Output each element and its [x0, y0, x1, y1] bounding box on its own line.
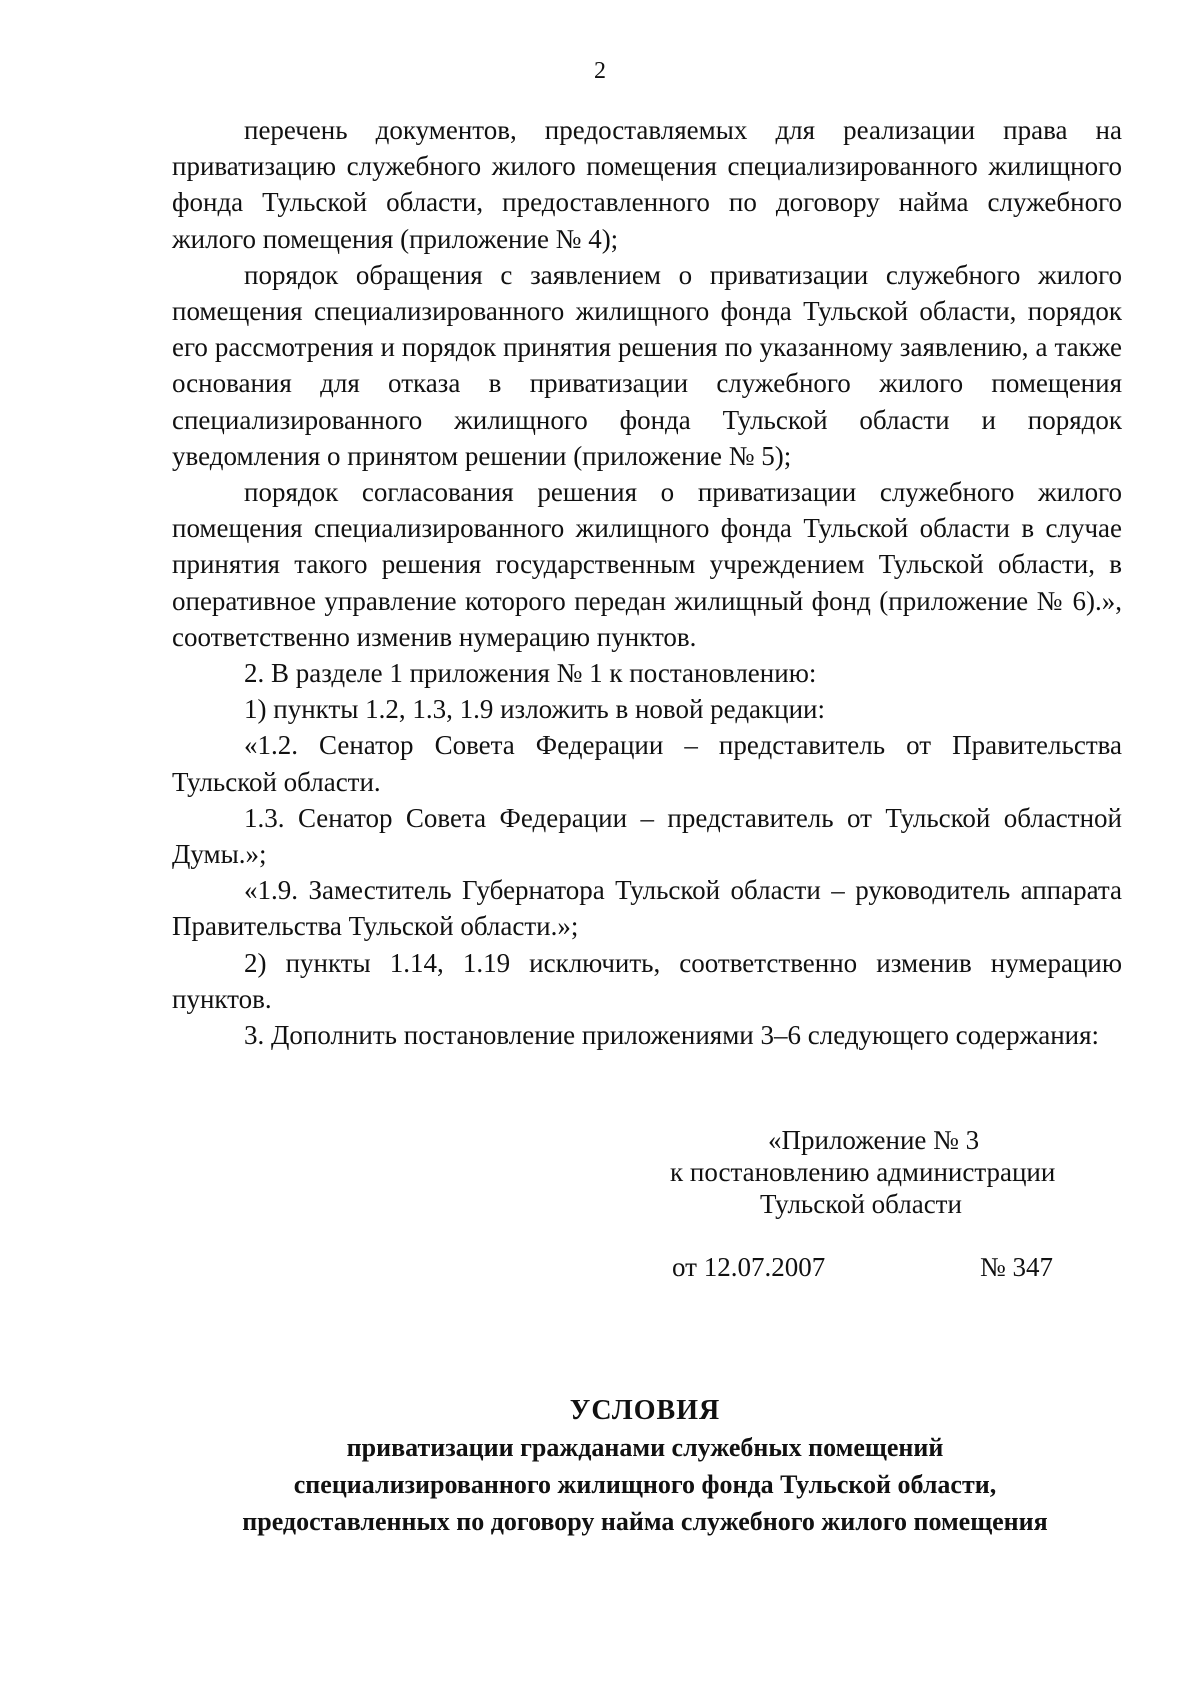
heading-line: специализированного жилищного фонда Тульской области, — [293, 1470, 997, 1499]
appendix-title: «Приложение № 3 — [768, 1125, 980, 1155]
paragraph: 1) пункты 1.2, 1.3, 1.9 изложить в новой редакции: — [244, 694, 826, 725]
paragraph: порядок согласования решения о приватизации служебного жилого помещения специализированного жилищного фонда Тульской области в случае принятия такого решения государственным учреждением Тульской области, в оперативное управление которого передан жилищный фонд (приложение № 6).», соответственно изменив нумерацию пунктов. — [172, 477, 1122, 652]
appendix-date-line — [672, 1252, 1072, 1283]
paragraph: перечень документов, предоставляемых для реализации права на приватизацию служебного жилого помещения специализированного жилищного фонда Тульской области, предоставленного по договору найма служебного жилого помещения (приложение № 4); — [172, 115, 1122, 254]
paragraph: 3. Дополнить постановление приложениями 3–6 следующего содержания: — [244, 1020, 1100, 1051]
heading-title: УСЛОВИЯ — [569, 1395, 721, 1426]
page-number: 2 — [594, 58, 606, 84]
appendix-date: от 12.07.2007 — [672, 1252, 826, 1282]
appendix-subtitle: к постановлению администрации — [670, 1157, 1056, 1187]
appendix-number: № 347 — [980, 1252, 1054, 1282]
paragraph: порядок обращения с заявлением о приватизации служебного жилого помещения специализированного жилищного фонда Тульской области, порядок его рассмотрения и порядок принятия решения по указанному заявлению, а также основания для отказа в приватизации служебного жилого помещения специализированного жилищного фонда Тульской области и порядок уведомления о принятом решении (приложение № 5); — [172, 259, 1122, 471]
appendix-reference — [670, 1124, 1090, 1220]
paragraph: «1.2. Сенатор Совета Федерации – представитель от Правительства Тульской области. — [172, 730, 1122, 797]
heading-line: приватизации гражданами служебных помещений — [346, 1433, 944, 1462]
paragraph: 1.3. Сенатор Совета Федерации – представитель от Тульской областной Думы.»; — [172, 802, 1122, 870]
heading-line: предоставленных по договору найма служебного жилого помещения — [242, 1507, 1048, 1536]
paragraph: 2. В разделе 1 приложения № 1 к постановлению: — [244, 658, 817, 689]
paragraph: 2) пункты 1.14, 1.19 исключить, соответственно изменив нумерацию пунктов. — [172, 947, 1122, 1014]
section-heading — [0, 1392, 1200, 1540]
document-body — [172, 112, 1122, 1053]
appendix-region: Тульской области — [760, 1189, 962, 1219]
paragraph: «1.9. Заместитель Губернатора Тульской области – руководитель аппарата Правительства Тульской области.»; — [172, 875, 1122, 942]
